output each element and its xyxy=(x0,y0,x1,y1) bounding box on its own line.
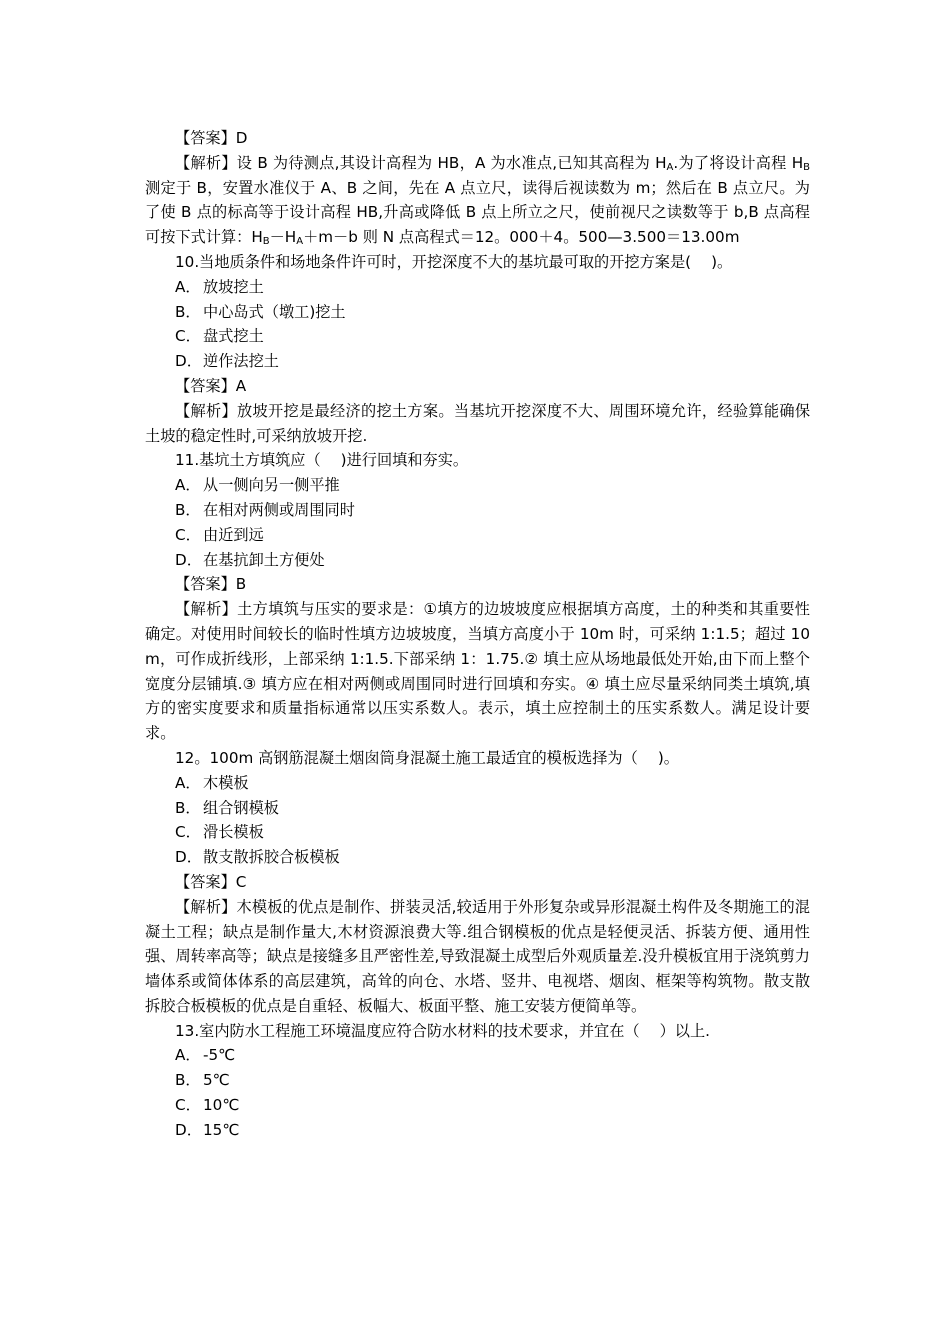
option-text: 15℃ xyxy=(203,1120,240,1139)
question-stem: 11.基坑土方填筑应（ )进行回填和夯实。 xyxy=(175,451,469,470)
subscript: B xyxy=(262,236,270,248)
q9-analysis-part: .为了将设计高程 H xyxy=(673,153,804,172)
option-b xyxy=(145,796,810,821)
q9-analysis-part: ＋m－b 则 N 点高程式＝12。000＋4。500—3.500＝13.00m xyxy=(303,228,740,247)
option-d xyxy=(145,1118,810,1143)
option-letter: D． xyxy=(175,352,202,371)
q9-analysis-part: －H xyxy=(269,228,297,247)
q9-analysis xyxy=(145,151,810,250)
option-letter: C． xyxy=(175,327,201,346)
option-letter: A． xyxy=(175,277,201,296)
option-c xyxy=(145,523,810,548)
option-letter: D． xyxy=(175,550,202,569)
option-c xyxy=(145,1093,810,1118)
subscript: A xyxy=(666,161,674,173)
analysis: 【解析】木模板的优点是制作、拼装灵活,较适用于外形复杂或异形混凝土构件及冬期施工的混凝土工程；缺点是制作量大,木材资源浪费大等.组合钢模板的优点是轻便灵活、拆装方便、通用性强、周转率高等；缺点是接缝多且严密性差,导致混凝土成型后外观质量差.没升模板宜用于浇筑剪力墙体系或简体体系的高层建筑，高耸的向仓、水塔、竖井、电视塔、烟囱、框架等构筑物。散支散拆胶合板模板的优点是自重轻、板幅大、板面平整、施工安装方便简单等。 xyxy=(145,897,810,1015)
option-letter: D． xyxy=(175,1120,202,1139)
option-c xyxy=(145,820,810,845)
option-b xyxy=(145,498,810,523)
option-a xyxy=(145,1043,810,1068)
answer: 【答案】C xyxy=(175,872,247,891)
option-text: 木模板 xyxy=(203,773,249,792)
option-letter: C． xyxy=(175,1096,201,1115)
option-text: 在相对两侧或周围同时 xyxy=(203,500,355,519)
option-b xyxy=(145,300,810,325)
question-stem: 10.当地质条件和场地条件许可时，开挖深度不大的基坑最可取的开挖方案是( )。 xyxy=(175,252,733,271)
analysis: 【解析】土方填筑与压实的要求是：①填方的边坡坡度应根据填方高度，土的种类和其重要性确定。对使用时间较长的临时性填方边坡坡度，当填方高度小于 10m 时，可采纳 1:1.5；超过 10m，可作成折线形，上部采纳 1:1.5.下部采纳 1：1.75.② 填土应从场地最低处开始,由下而上整个宽度分层铺填.③ 填方应在相对两侧或周围同时进行回填和夯实。④ 填土应尽量采纳同类土填筑,填方的密实度要求和质量指标通常以压实系数人。表示，填土应控制土的压实系数人。满足设计要求。 xyxy=(145,600,810,743)
option-text: 从一侧向另一侧平推 xyxy=(203,476,340,495)
option-text: 组合钢模板 xyxy=(203,798,279,817)
option-letter: C． xyxy=(175,525,201,544)
option-letter: B． xyxy=(175,500,201,519)
answer: 【答案】A xyxy=(175,376,247,395)
document-page xyxy=(145,126,810,1143)
option-letter: A． xyxy=(175,476,201,495)
question-stem: 12。100m 高钢筋混凝土烟囱筒身混凝土施工最适宜的模板选择为（ )。 xyxy=(175,748,679,767)
question-stem: 13.室内防水工程施工环境温度应符合防水材料的技术要求，并宜在（ ）以上. xyxy=(175,1021,710,1040)
option-letter: B． xyxy=(175,1071,201,1090)
q9-analysis-part: 测定于 B，安置水准仪于 A、B 之间，先在 A 点立尺，读得后视读数为 m；然后在 B 点立尺。为了使 B 点的标高等于设计高程 HB,升高或降低 B 点上所立之尺，使前视尺之读数等于 b,B 点高程可按下式计算：H xyxy=(145,178,810,247)
subscript: A xyxy=(296,236,304,248)
option-text: 5℃ xyxy=(203,1071,230,1090)
q9-analysis-part: 【解析】设 B 为待测点,其设计高程为 HB，A 为水准点,已知其高程为 H xyxy=(175,153,667,172)
option-text: 中心岛式（墩工)挖土 xyxy=(203,302,346,321)
option-letter: A． xyxy=(175,1046,201,1065)
option-a xyxy=(145,473,810,498)
option-d xyxy=(145,845,810,870)
option-text: 在基抗卸土方便处 xyxy=(203,550,325,569)
option-letter: D． xyxy=(175,848,202,867)
option-letter: C． xyxy=(175,823,201,842)
option-b xyxy=(145,1068,810,1093)
option-text: 散支散拆胶合板模板 xyxy=(203,848,340,867)
option-text: 由近到远 xyxy=(203,525,264,544)
option-a xyxy=(145,771,810,796)
option-a xyxy=(145,275,810,300)
option-text: -5℃ xyxy=(203,1046,236,1065)
option-d xyxy=(145,349,810,374)
option-text: 盘式挖土 xyxy=(203,327,264,346)
option-text: 滑长模板 xyxy=(203,823,264,842)
option-text: 放坡挖土 xyxy=(203,277,264,296)
option-c xyxy=(145,324,810,349)
option-d xyxy=(145,548,810,573)
option-letter: B． xyxy=(175,798,201,817)
option-text: 逆作法挖土 xyxy=(203,352,279,371)
option-text: 10℃ xyxy=(203,1096,240,1115)
option-letter: B． xyxy=(175,302,201,321)
analysis: 【解析】放坡开挖是最经济的挖土方案。当基坑开挖深度不大、周围环境允许，经验算能确保土坡的稳定性时,可采纳放坡开挖. xyxy=(145,401,810,445)
subscript: B xyxy=(803,161,810,173)
q9-answer: 【答案】D xyxy=(175,129,248,147)
option-letter: A． xyxy=(175,773,201,792)
answer: 【答案】B xyxy=(175,575,247,594)
